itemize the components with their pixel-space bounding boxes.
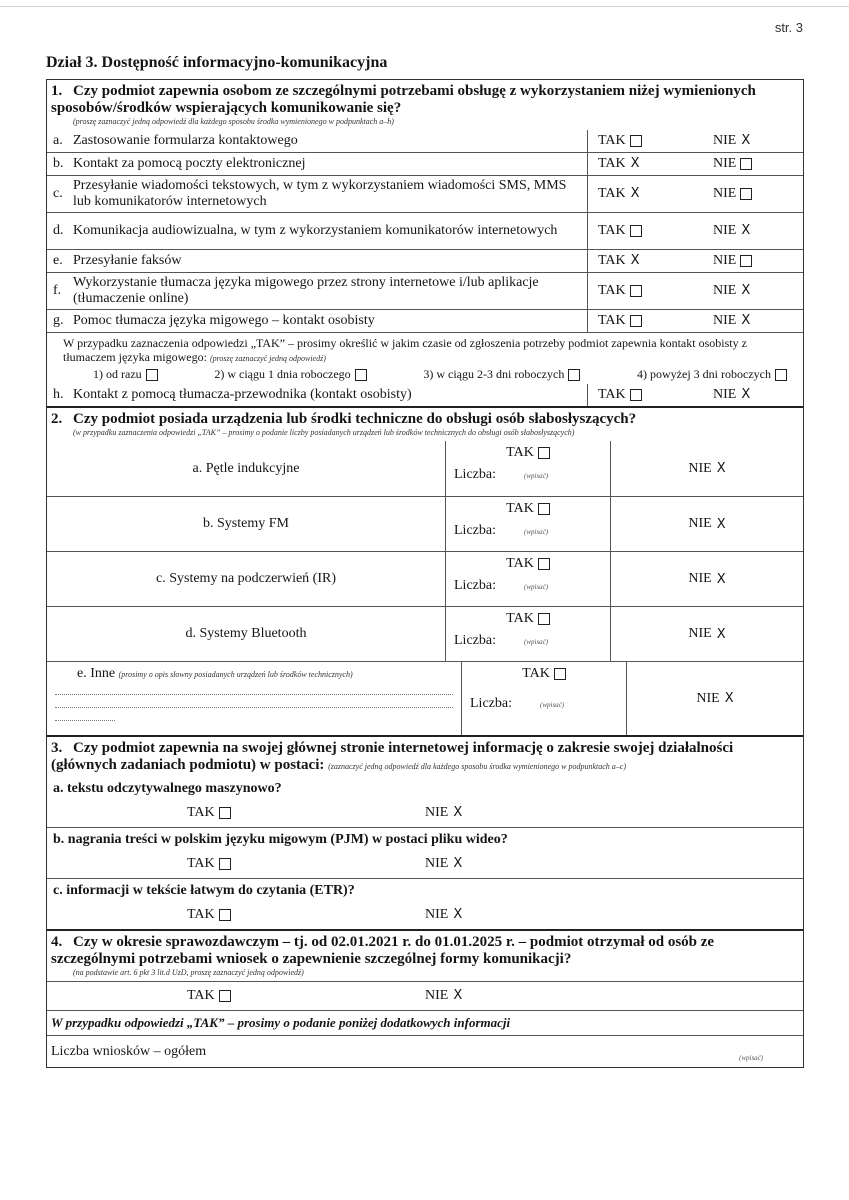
q1-item-3-nie-checkbox[interactable] (740, 188, 752, 200)
q1-item-1-tak-option (598, 133, 713, 149)
device-other-wpisac: (wpisać) (540, 701, 565, 710)
q3-item-1-text: a. tekstu odczytywalnego maszynowo? (53, 781, 282, 797)
device-row-3-tak: TAK (506, 556, 534, 572)
q3-item-2-text: b. nagrania treści w polskim języku migowym (PJM) w postaci pliku wideo? (53, 832, 508, 848)
device-row-2 (47, 496, 803, 551)
device-row-3-nie-mark[interactable]: X (716, 571, 726, 587)
q1-item-6-tak-checkbox[interactable] (630, 285, 642, 297)
device-row-2-nie: NIE (688, 516, 712, 532)
device-other-tak-checkbox[interactable] (554, 668, 566, 680)
q1-item-h-item (47, 384, 588, 406)
q1-item-7-letter: g. (53, 313, 64, 328)
q1-item-6-text: Wykorzystanie tłumacza języka migowego przez strony internetowe i/lub aplikacje (tłumaczenie online) (73, 275, 539, 306)
device-row-1-liczba: Liczba: (454, 467, 496, 483)
device-row-1-count (454, 467, 602, 483)
q1-item-5 (47, 249, 803, 272)
q3-title: Czy podmiot zapewnia na swojej głównej stronie internetowej informację o zakresie swojej działalności (głównych zadaniach podmiotu) w postaci: (51, 740, 734, 774)
q3-item-2-tak: TAK (187, 856, 215, 872)
q1-item-h-nie-option (713, 387, 750, 403)
device-other-liczba: Liczba: (470, 696, 512, 712)
q3-item-3-answer (47, 903, 803, 929)
q1-item-h-tak-option (598, 387, 713, 403)
device-row-1-count-field[interactable] (524, 467, 584, 483)
q1-item-7-tak-label: TAK (598, 313, 626, 328)
device-row-1-nie: NIE (688, 460, 712, 476)
q3-number: 3. (51, 740, 63, 757)
q2-header (47, 406, 803, 441)
q1-item-2-tak-mark[interactable]: X (630, 156, 640, 171)
g-option-1-label: 1) od razu (93, 367, 142, 381)
device-row-3-tak-line (454, 556, 602, 572)
device-row-4-tak: TAK (506, 611, 534, 627)
q1-item-2-answer (588, 153, 803, 175)
device-row-2-name: b. Systemy FM (47, 497, 446, 551)
q1-item-6 (47, 272, 803, 309)
g-option-3-checkbox[interactable] (568, 369, 580, 381)
q4-title: Czy w okresie sprawozdawczym – tj. od 02.01.2021 r. do 01.01.2025 r. – podmiot otrzymał od osób ze szczególnymi potrzebami wniosek o zapewnienie szczególnej formy komunikacji? (51, 934, 715, 968)
device-row-2-tak: TAK (506, 501, 534, 517)
device-row-1 (47, 441, 803, 496)
q1-item-1-tak-checkbox[interactable] (630, 135, 642, 147)
q2-hint: (w przypadku zaznaczenia odpowiedzi „TAK” – prosimy o podanie liczby posiadanych urządzeń lub środków technicznych do obsługi osób słabosłyszących) (73, 428, 575, 438)
q3-item-1-nie-option (425, 805, 462, 821)
device-row-2-count (454, 523, 602, 539)
q1-item-4-letter: d. (53, 223, 64, 238)
device-row-1-wpisac: (wpisać) (524, 472, 549, 481)
device-row-4-tak-cell (446, 607, 611, 661)
q1-item-h (47, 384, 803, 406)
q1-item-4-nie-label: NIE (713, 223, 737, 238)
device-row-4-tak-checkbox[interactable] (538, 613, 550, 625)
device-row-4-liczba: Liczba: (454, 633, 496, 649)
q3-item-2-nie-mark[interactable]: X (453, 856, 463, 872)
device-row-1-tak-cell (446, 441, 611, 496)
q3-item-1-nie-mark[interactable]: X (453, 805, 463, 821)
device-row-2-tak-checkbox[interactable] (538, 503, 550, 515)
q3-item-3 (47, 878, 803, 929)
q4-count-wpisac[interactable]: (wpisać) (739, 1053, 764, 1062)
q1-item-5-item (47, 250, 588, 272)
q1-item-1-tak-label: TAK (598, 133, 626, 148)
q1-item-1-letter: a. (53, 133, 63, 148)
device-row-other (47, 661, 803, 735)
q1-item-2-nie-checkbox[interactable] (740, 158, 752, 170)
q1-item-1 (47, 130, 803, 152)
q1-item-3-letter: c. (53, 186, 63, 201)
q1-item-h-letter: h. (53, 387, 64, 403)
q1-item-1-nie-option (713, 133, 750, 149)
device-row-2-tak-line (454, 501, 602, 517)
device-row-1-nie-mark[interactable]: X (716, 461, 726, 477)
q1-item-1-item (47, 130, 588, 152)
g-note-hint: (proszę zaznaczyć jedną odpowiedź) (209, 354, 326, 363)
q1-item-6-nie-mark[interactable]: X (741, 283, 751, 298)
device-row-4-count-field[interactable] (524, 633, 584, 649)
device-row-3-wpisac: (wpisać) (524, 583, 549, 592)
device-row-1-nie-cell (611, 441, 803, 496)
device-other-hint: (prosimy o opis słowny posiadanych urządzeń lub środków technicznych) (118, 670, 353, 680)
q1-item-4-tak-option (598, 223, 713, 239)
device-row-3-count-field[interactable] (524, 578, 584, 594)
q3-item-3-tak-option (187, 907, 425, 923)
q1-item-h-tak-label: TAK (598, 387, 626, 403)
q3-item-1-tak-checkbox[interactable] (219, 807, 231, 819)
page-number: str. 3 (774, 20, 803, 35)
q4-header (47, 929, 803, 981)
device-row-4-name: d. Systemy Bluetooth (47, 607, 446, 661)
device-other-nie-mark[interactable]: X (724, 691, 734, 707)
q4-followup: W przypadku odpowiedzi „TAK” – prosimy o podanie poniżej dodatkowych informacji (51, 1015, 511, 1031)
g-note-text: W przypadku zaznaczenia odpowiedzi „TAK” – prosimy określić w jakim czasie od zgłoszenia potrzeby podmiot zapewnia kontakt osobisty z tłumaczem języka migowego: (63, 336, 747, 364)
q3-item-3-tak-checkbox[interactable] (219, 909, 231, 921)
other-line-1[interactable] (55, 682, 453, 695)
g-option-4[interactable] (637, 367, 787, 381)
q3-item-2-nie: NIE (425, 856, 449, 872)
device-row-4-nie-mark[interactable]: X (716, 626, 726, 642)
q3-item-2 (47, 827, 803, 878)
q1-item-3-tak-option (598, 186, 713, 202)
q1-item-3-tak-mark[interactable]: X (630, 186, 640, 201)
q1-item-7-tak-option (598, 313, 713, 329)
g-option-3[interactable] (423, 367, 580, 381)
q1-item-2-letter: b. (53, 156, 64, 171)
device-row-1-tak: TAK (506, 445, 534, 461)
q3-item-3-nie: NIE (425, 907, 449, 923)
q1-item-4-answer (588, 213, 803, 249)
q2-title: Czy podmiot posiada urządzenia lub środki techniczne do obsługi osób słabosłyszących? (73, 411, 637, 428)
q4-tak: TAK (187, 988, 215, 1004)
q1-item-6-letter: f. (53, 283, 62, 298)
q1-hint: (proszę zaznaczyć jedną odpowiedź dla każdego sposobu środka wymienionego w podpunktach a–h) (73, 117, 394, 126)
q3-item-2-answer (47, 852, 803, 878)
g-option-2-checkbox[interactable] (355, 369, 367, 381)
q4-tak-checkbox[interactable] (219, 990, 231, 1002)
q4-nie-mark[interactable]: X (453, 988, 463, 1004)
q3-item-1-nie: NIE (425, 805, 449, 821)
q1-item-5-nie-checkbox[interactable] (740, 255, 752, 267)
section-title: Dział 3. Dostępność informacyjno-komunikacyjna (46, 54, 388, 71)
q1-item-3-text: Przesyłanie wiadomości tekstowych, w tym z wykorzystaniem wiadomości SMS, MMS lub komunikatorów internetowych (73, 178, 567, 209)
q1-item-4-tak-checkbox[interactable] (630, 225, 642, 237)
q1-item-5-text: Przesyłanie faksów (73, 253, 182, 268)
q1-item-3 (47, 175, 803, 212)
q1-item-6-tak-label: TAK (598, 283, 626, 298)
device-row-4-nie: NIE (688, 626, 712, 642)
device-row-3-nie-cell (611, 552, 803, 606)
q1-item-1-nie-mark[interactable]: X (741, 133, 751, 148)
device-row-3-count (454, 578, 602, 594)
g-option-4-label: 4) powyżej 3 dni roboczych (637, 367, 771, 381)
q1-item-7-answer (588, 310, 803, 332)
q1-item-h-nie-mark[interactable]: X (741, 387, 751, 403)
device-row-3-nie: NIE (688, 571, 712, 587)
q1-item-7-nie-mark[interactable]: X (741, 313, 751, 328)
q4-count-row (47, 1035, 803, 1067)
q3-item-1-answer (47, 801, 803, 827)
q1-item-5-answer (588, 250, 803, 272)
top-divider (0, 6, 849, 7)
q4-followup-row (47, 1010, 803, 1035)
q1-number: 1. (51, 83, 63, 99)
q1-item-5-tak-label: TAK (598, 253, 626, 268)
g-option-2-label: 2) w ciągu 1 dnia roboczego (214, 367, 351, 381)
q1-item-6-answer (588, 273, 803, 309)
q4-nie: NIE (425, 988, 449, 1004)
g-option-2[interactable] (214, 367, 366, 381)
q1-header (47, 80, 803, 130)
q1-item-7-nie-label: NIE (713, 313, 737, 328)
q3-item-1 (47, 777, 803, 827)
device-row-1-name: a. Pętle indukcyjne (47, 441, 446, 496)
q1-item-2 (47, 152, 803, 175)
q1-item-4-nie-mark[interactable]: X (741, 223, 751, 238)
other-line-2[interactable] (55, 695, 453, 708)
q4-answer-row (47, 981, 803, 1010)
q1-item-4 (47, 212, 803, 249)
device-row-2-tak-cell (446, 497, 611, 551)
q1-item-6-item (47, 273, 588, 309)
q1-item-5-tak-mark[interactable]: X (630, 253, 640, 268)
device-row-3-name: c. Systemy na podczerwień (IR) (47, 552, 446, 606)
q1-item-5-nie-option (713, 253, 752, 269)
q1-item-h-answer (588, 384, 803, 406)
device-row-3 (47, 551, 803, 606)
q3-item-3-wrap (47, 879, 803, 929)
q1-item-7-item (47, 310, 588, 332)
g-option-1[interactable] (93, 367, 158, 381)
device-row-2-liczba: Liczba: (454, 523, 496, 539)
q3-hint: (zaznaczyć jedną odpowiedź dla każdego sposobu środka wymienionego w podpunktach a–c) (328, 762, 626, 772)
device-other-nie: NIE (696, 690, 720, 706)
q3-item-2-tak-checkbox[interactable] (219, 858, 231, 870)
q1-item-5-letter: e. (53, 253, 63, 268)
q1-item-2-item (47, 153, 588, 175)
device-row-4-count (454, 633, 602, 649)
q3-item-3-nie-option (425, 907, 462, 923)
device-row-4-wpisac: (wpisać) (524, 638, 549, 647)
device-other-tak: TAK (522, 666, 550, 682)
g-option-1-checkbox[interactable] (146, 369, 158, 381)
q1-item-5-tak-option (598, 253, 713, 269)
g-option-4-checkbox[interactable] (775, 369, 787, 381)
q1-item-h-tak-checkbox[interactable] (630, 389, 642, 401)
device-row-1-tak-checkbox[interactable] (538, 447, 550, 459)
other-line-3[interactable] (55, 708, 115, 721)
q1-item-1-text: Zastosowanie formularza kontaktowego (73, 133, 298, 148)
device-row-2-count-field[interactable] (524, 523, 584, 539)
device-row-3-liczba: Liczba: (454, 578, 496, 594)
q4-hint: (na podstawie art. 6 pkt 3 lit.d UzD, proszę zaznaczyć jedną odpowiedź) (73, 968, 304, 978)
q3-item-2-tak-option (187, 856, 425, 872)
q1-item-2-tak-option (598, 156, 713, 172)
q3-item-2-wrap (47, 828, 803, 878)
q1-item-7-tak-checkbox[interactable] (630, 315, 642, 327)
device-row-3-tak-cell (446, 552, 611, 606)
q1-item-4-tak-label: TAK (598, 223, 626, 238)
q1-item-1-nie-label: NIE (713, 133, 737, 148)
device-row-4-tak-line (454, 611, 602, 627)
q1-title: Czy podmiot zapewnia osobom ze szczególnymi potrzebami obsługę z wykorzystaniem niżej wymienionych sposobów/środków wspierających komunikowanie się? (51, 83, 756, 116)
q2-number: 2. (51, 411, 63, 428)
q4-number: 4. (51, 934, 63, 951)
q1-item-7-nie-option (713, 313, 750, 329)
q1-item-h-text: Kontakt z pomocą tłumacza-przewodnika (kontakt osobisty) (73, 387, 412, 403)
q3-header (47, 735, 803, 777)
q1-item-6-tak-option (598, 283, 713, 299)
q1-item-3-nie-option (713, 186, 752, 202)
q3-item-3-text: c. informacji w tekście łatwym do czytania (ETR)? (53, 883, 355, 899)
q1-item-7-text: Pomoc tłumacza języka migowego – kontakt osobisty (73, 313, 375, 328)
q1-item-4-item (47, 213, 588, 249)
q1-item-4-nie-option (713, 223, 750, 239)
device-row-3-tak-checkbox[interactable] (538, 558, 550, 570)
q1-item-1-answer (588, 130, 803, 152)
q3-item-1-tak-option (187, 805, 425, 821)
device-row-4-nie-cell (611, 607, 803, 661)
q1-item-4-text: Komunikacja audiowizualna, w tym z wykorzystaniem komunikatorów internetowych (73, 223, 558, 238)
q1-g-note (47, 332, 803, 384)
device-row-2-wpisac: (wpisać) (524, 528, 549, 537)
q4-count-label: Liczba wniosków – ogółem (51, 1043, 207, 1059)
q3-item-2-nie-option (425, 856, 462, 872)
g-option-3-label: 3) w ciągu 2-3 dni roboczych (423, 367, 565, 381)
q3-item-1-tak: TAK (187, 805, 215, 821)
device-row-2-nie-cell (611, 497, 803, 551)
q1-item-7 (47, 309, 803, 332)
q1-item-h-nie-label: NIE (713, 387, 737, 403)
q1-item-3-tak-label: TAK (598, 186, 626, 201)
q1-item-6-nie-option (713, 283, 750, 299)
device-row-1-tak-line (454, 445, 602, 461)
device-row-2-nie-mark[interactable]: X (716, 516, 726, 532)
q1-item-3-answer (588, 176, 803, 212)
q1-item-5-nie-label: NIE (713, 253, 737, 268)
q1-item-6-nie-label: NIE (713, 283, 737, 298)
device-other-name: e. Inne (77, 666, 116, 682)
q1-item-2-text: Kontakt za pomocą poczty elektronicznej (73, 156, 306, 171)
q1-item-2-nie-label: NIE (713, 156, 737, 171)
device-row-4 (47, 606, 803, 661)
q3-item-3-tak: TAK (187, 907, 215, 923)
q1-item-2-nie-option (713, 156, 752, 172)
q1-item-3-nie-label: NIE (713, 186, 737, 201)
q1-item-3-item (47, 176, 588, 212)
form-table (46, 79, 804, 1068)
q3-item-1-wrap (47, 777, 803, 827)
q3-item-3-nie-mark[interactable]: X (453, 907, 463, 923)
q1-item-2-tak-label: TAK (598, 156, 626, 171)
